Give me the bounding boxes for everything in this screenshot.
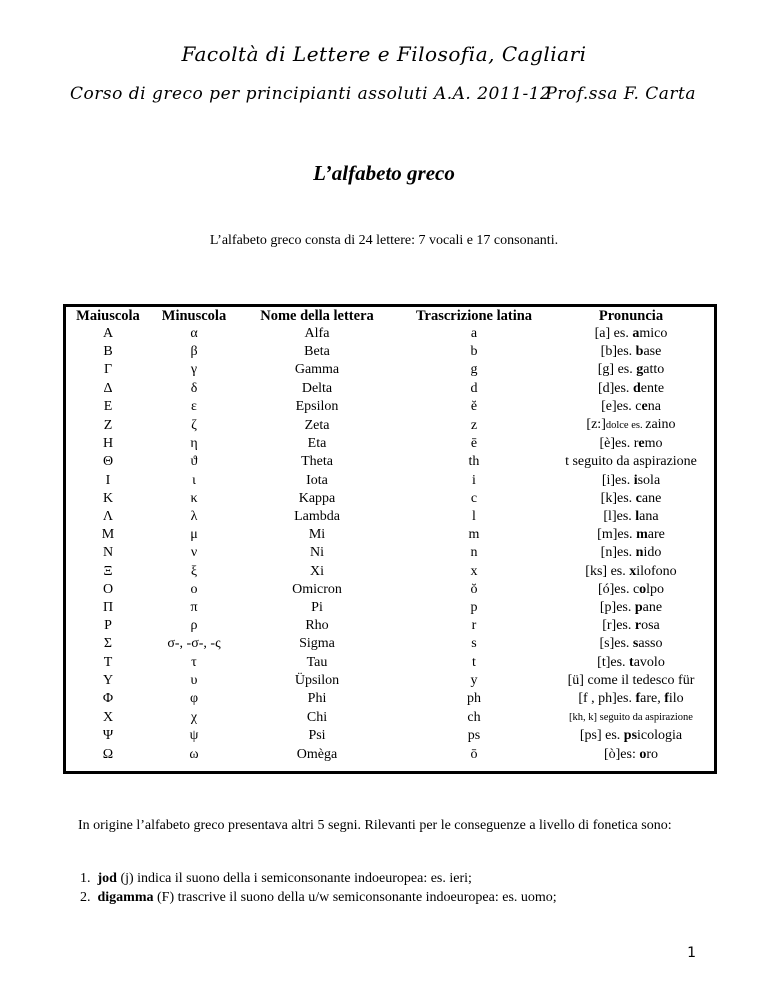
letter-name-cell: Rho: [305, 618, 329, 634]
pronunciation-cell: [553, 581, 709, 599]
uppercase-cell: Τ: [103, 654, 113, 670]
letter-name-cell: Sigma: [299, 636, 335, 652]
latin-cell: x: [470, 563, 478, 579]
origin-paragraph: In origine l’alfabeto greco presentava altri 5 segni. Rilevanti per le conseguenze a livello di fonetica sono:: [78, 818, 672, 833]
pronunciation-post: ana: [639, 509, 659, 525]
letter-name-cell: Omicron: [292, 581, 342, 597]
alphabet-table: [67, 308, 709, 764]
lowercase-cell: ν: [190, 545, 198, 561]
table-row: [67, 654, 709, 672]
pronunciation-pre: [e]es. c: [601, 398, 642, 414]
pronunciation-pre: [s]es.: [599, 636, 633, 652]
pronunciation-pre: [ò]es:: [603, 746, 640, 762]
pronunciation-post: mico: [639, 326, 668, 341]
uppercase-cell: Ρ: [104, 618, 112, 634]
letter-name-cell: Iota: [306, 472, 328, 488]
table-row: [67, 708, 709, 727]
pronunciation-pre: [m]es.: [597, 527, 637, 543]
table-row: [67, 544, 709, 562]
pronunciation-bold: g: [636, 362, 644, 378]
pronunciation-pre: [b]es.: [600, 344, 636, 360]
pronunciation-bold: c: [635, 490, 642, 506]
uppercase-cell: Α: [102, 326, 114, 341]
pronunciation-pre: [ks] es.: [585, 563, 630, 579]
lowercase-cell: σ-, -σ-, -ς: [167, 636, 221, 652]
uppercase-cell: Φ: [102, 691, 114, 707]
header-letter-name: Nome della lettera: [260, 308, 374, 324]
pronunciation-pre: [p]es.: [599, 600, 635, 616]
pronunciation-post2: ilo: [668, 691, 684, 707]
latin-cell: g: [470, 362, 478, 378]
list-item: [80, 888, 720, 907]
table-row: [67, 343, 709, 361]
table-row: [67, 617, 709, 635]
letter-name-cell: Lambda: [294, 509, 340, 525]
pronunciation-bold: o: [639, 746, 647, 762]
pronunciation-small: [kh, k] seguito da aspirazione: [569, 712, 693, 724]
pronunciation-cell: [553, 472, 709, 490]
pronunciation-pre: [è]es. r: [599, 436, 639, 452]
letter-name-cell: Ni: [310, 545, 324, 561]
letter-name-cell: Phi: [307, 691, 327, 707]
pronunciation-cell: [553, 416, 709, 435]
pronunciation-cell: [553, 380, 709, 398]
lowercase-cell: φ: [189, 691, 199, 707]
pronunciation-bold: t: [629, 654, 634, 670]
uppercase-cell: Δ: [103, 380, 113, 396]
pronunciation-cell: [553, 727, 709, 745]
pronunciation-pre: [r]es.: [602, 618, 635, 634]
header-latin-transcription: Trascrizione latina: [415, 308, 533, 324]
alphabet-table-frame: [63, 304, 717, 774]
table-row: [67, 490, 709, 508]
pronunciation-bold: x: [629, 563, 637, 579]
pronunciation-post: ane: [641, 490, 662, 506]
pronunciation-bold: d: [632, 380, 641, 396]
latin-cell: z: [470, 417, 478, 433]
latin-cell: s: [471, 636, 477, 652]
pronunciation-post: ane: [642, 600, 663, 616]
pronunciation-cell: [553, 325, 709, 343]
lowercase-cell: ε: [191, 398, 197, 414]
pronunciation-pre: [ü] come il tedesco für: [567, 672, 695, 688]
pronunciation-small: dolce es.: [605, 420, 646, 432]
latin-cell: y: [470, 672, 478, 688]
table-row: [67, 746, 709, 764]
pronunciation-bold: b: [635, 344, 644, 360]
pronunciation-post: osa: [641, 618, 660, 634]
lowercase-cell: ζ: [191, 417, 197, 433]
lowercase-cell: υ: [190, 672, 198, 688]
lowercase-cell: η: [190, 436, 198, 452]
pronunciation-cell: [553, 435, 709, 453]
latin-cell: p: [470, 600, 478, 616]
pronunciation-post: mo: [644, 436, 663, 452]
pronunciation-pre: [z:]: [586, 417, 606, 433]
uppercase-cell: Μ: [101, 527, 115, 543]
header-uppercase: Maiuscola: [76, 308, 140, 324]
pronunciation-cell: [553, 563, 709, 581]
lowercase-cell: ο: [190, 581, 198, 597]
uppercase-cell: Π: [102, 600, 114, 616]
term-digamma: digamma: [97, 890, 154, 905]
pronunciation-cell: [553, 672, 709, 690]
pronunciation-bold: e: [638, 436, 645, 452]
table-row: [67, 526, 709, 544]
latin-cell: a: [470, 326, 478, 341]
list-number: 2.: [80, 890, 91, 905]
latin-cell: l: [472, 509, 476, 525]
pronunciation-cell: [553, 654, 709, 672]
pronunciation-pre: [d]es.: [597, 380, 633, 396]
uppercase-cell: Ι: [105, 472, 111, 488]
pronunciation-pre: [a] es.: [594, 326, 633, 341]
pronunciation-bold: m: [636, 527, 648, 543]
latin-cell: m: [468, 527, 480, 543]
table-row: [67, 635, 709, 653]
pronunciation-pre2: zaino: [645, 417, 676, 433]
pronunciation-pre: [g] es.: [597, 362, 637, 378]
page-title: L’alfabeto greco: [313, 161, 455, 185]
uppercase-cell: Γ: [103, 362, 113, 378]
pronunciation-pre: [l]es.: [603, 509, 636, 525]
header-lowercase: Minuscola: [161, 308, 227, 324]
pronunciation-post: ro: [646, 746, 659, 762]
lowercase-cell: λ: [190, 509, 198, 525]
letter-name-cell: Alfa: [304, 326, 330, 341]
uppercase-cell: Χ: [102, 709, 114, 725]
pronunciation-bold: o: [639, 581, 647, 597]
pronunciation-bold: a: [632, 326, 640, 341]
latin-cell: c: [470, 490, 478, 506]
pronunciation-pre: [f , ph]es.: [578, 691, 636, 707]
pronunciation-pre: [n]es.: [600, 545, 636, 561]
lowercase-cell: ψ: [189, 728, 199, 744]
pronunciation-post: ido: [643, 545, 662, 561]
lowercase-cell: ω: [189, 746, 199, 762]
pronunciation-post: ase: [643, 344, 662, 360]
table-row: [67, 690, 709, 708]
letter-name-cell: Psi: [308, 728, 326, 744]
letter-name-cell: Omèga: [296, 746, 338, 762]
latin-cell: ps: [467, 728, 481, 744]
table-row: [67, 672, 709, 690]
letter-name-cell: Epsilon: [295, 398, 339, 414]
latin-cell: ph: [467, 691, 481, 707]
letter-name-cell: Pi: [311, 600, 323, 616]
letter-name-cell: Kappa: [298, 490, 336, 506]
uppercase-cell: Σ: [103, 636, 113, 652]
pronunciation-cell: [553, 690, 709, 708]
letter-name-cell: Gamma: [294, 362, 340, 378]
uppercase-cell: Ε: [103, 398, 113, 414]
uppercase-cell: Β: [103, 344, 113, 360]
lowercase-cell: μ: [190, 527, 198, 543]
letter-name-cell: Theta: [301, 454, 333, 470]
uppercase-cell: Υ: [102, 672, 114, 688]
table-row: [67, 472, 709, 490]
lowercase-cell: κ: [190, 490, 198, 506]
letter-name-cell: Üpsilon: [294, 672, 340, 688]
latin-cell: ch: [467, 709, 481, 725]
table-row: [67, 398, 709, 416]
letter-name-cell: Tau: [306, 654, 328, 670]
table-header-row: [67, 308, 709, 325]
lowercase-cell: χ: [190, 709, 198, 725]
letter-name-cell: Xi: [310, 563, 324, 579]
pronunciation-cell: [553, 544, 709, 562]
uppercase-cell: Κ: [102, 490, 114, 506]
letter-name-cell: Delta: [301, 380, 333, 396]
pronunciation-bold: f: [635, 691, 641, 707]
pronunciation-bold: l: [635, 509, 640, 525]
pronunciation-bold: e: [641, 398, 648, 414]
pronunciation-post: icologia: [637, 728, 683, 744]
intro-text: L’alfabeto greco consta di 24 lettere: 7 vocali e 17 consonanti.: [209, 233, 559, 248]
uppercase-cell: Ω: [102, 746, 114, 762]
latin-cell: t: [472, 654, 476, 670]
latin-cell: th: [468, 454, 480, 470]
pronunciation-bold2: f: [664, 691, 669, 707]
pronunciation-post: are,: [640, 691, 665, 707]
faculty-header: Facoltà di Lettere e Filosofia, Cagliari: [181, 42, 587, 66]
pronunciation-pre: [ó]es. c: [597, 581, 640, 597]
pronunciation-cell: [553, 361, 709, 379]
table-row: [67, 581, 709, 599]
pronunciation-cell: [553, 635, 709, 653]
extra-signs-list: [80, 869, 720, 907]
pronunciation-pre: [t]es.: [597, 654, 630, 670]
lowercase-cell: α: [190, 326, 198, 341]
pronunciation-cell: [553, 599, 709, 617]
uppercase-cell: Ζ: [103, 417, 113, 433]
lowercase-cell: ρ: [190, 618, 198, 634]
table-row: [67, 599, 709, 617]
table-row: [67, 361, 709, 379]
latin-cell: b: [470, 344, 478, 360]
table-row: [67, 325, 709, 343]
pronunciation-post: ilofono: [636, 563, 677, 579]
pronunciation-pre: [i]es.: [601, 472, 634, 488]
table-row: [67, 563, 709, 581]
pronunciation-cell: [553, 490, 709, 508]
pronunciation-pre: t seguito da aspirazione: [565, 454, 697, 470]
table-row: [67, 380, 709, 398]
latin-cell: ē: [470, 436, 478, 452]
lowercase-cell: π: [190, 600, 198, 616]
uppercase-cell: Ν: [102, 545, 114, 561]
page-number: 1: [687, 945, 696, 961]
uppercase-cell: Η: [102, 436, 114, 452]
list-text: (Ϝ) trascrive il suono della u/w semiconsonante indoeuropea: es. uomo;: [153, 890, 557, 905]
letter-name-cell: Chi: [306, 709, 328, 725]
table-row: [67, 508, 709, 526]
lowercase-cell: β: [190, 344, 198, 360]
pronunciation-post: asso: [638, 636, 663, 652]
list-number: 1.: [80, 871, 91, 886]
pronunciation-post: atto: [643, 362, 665, 378]
course-header: Corso di greco per principianti assoluti A.A. 2011-12: [70, 84, 552, 104]
letter-name-cell: Mi: [308, 527, 326, 543]
latin-cell: ŏ: [470, 581, 478, 597]
uppercase-cell: Ο: [102, 581, 114, 597]
pronunciation-cell: [553, 746, 709, 764]
pronunciation-cell: [553, 453, 709, 471]
pronunciation-cell: [553, 526, 709, 544]
lowercase-cell: δ: [190, 380, 198, 396]
pronunciation-bold: ps: [623, 728, 638, 744]
letter-name-cell: Beta: [304, 344, 330, 360]
pronunciation-cell: [553, 617, 709, 635]
term-jod: jod: [97, 871, 117, 886]
lowercase-cell: γ: [190, 362, 198, 378]
pronunciation-cell: [553, 708, 709, 727]
uppercase-cell: Ψ: [102, 728, 114, 744]
lowercase-cell: ι: [192, 472, 196, 488]
latin-cell: ō: [470, 746, 478, 762]
pronunciation-pre: [k]es.: [600, 490, 636, 506]
pronunciation-cell: [553, 398, 709, 416]
pronunciation-cell: [553, 508, 709, 526]
pronunciation-post: ente: [640, 380, 665, 396]
table-row: [67, 727, 709, 745]
pronunciation-bold: r: [634, 618, 642, 634]
pronunciation-post: are: [647, 527, 665, 543]
pronunciation-bold: n: [635, 545, 644, 561]
lowercase-cell: ξ: [190, 563, 198, 579]
pronunciation-bold: s: [632, 636, 639, 652]
pronunciation-post: avolo: [633, 654, 665, 670]
latin-cell: d: [470, 380, 478, 396]
pronunciation-bold: p: [634, 600, 643, 616]
latin-cell: r: [471, 618, 477, 634]
pronunciation-post: na: [647, 398, 661, 414]
table-row: [67, 453, 709, 471]
header-pronunciation: Pronuncia: [598, 308, 664, 324]
pronunciation-cell: [553, 343, 709, 361]
pronunciation-post: sola: [637, 472, 661, 488]
lowercase-cell: ϑ: [190, 454, 198, 470]
list-text: (j) indica il suono della i semiconsonante indoeuropea: es. ieri;: [116, 871, 472, 886]
letter-name-cell: Zeta: [304, 417, 330, 433]
table-row: [67, 435, 709, 453]
latin-cell: ĕ: [470, 398, 478, 414]
lowercase-cell: τ: [191, 654, 197, 670]
pronunciation-pre: [ps] es.: [579, 728, 624, 744]
latin-cell: n: [470, 545, 478, 561]
professor-header: Prof.ssa F. Carta: [545, 84, 696, 104]
uppercase-cell: Λ: [102, 509, 114, 525]
list-item: [80, 869, 720, 888]
letter-name-cell: Eta: [307, 436, 327, 452]
pronunciation-post: lpo: [646, 581, 665, 597]
latin-cell: i: [472, 472, 476, 488]
uppercase-cell: Θ: [102, 454, 114, 470]
pronunciation-bold: i: [633, 472, 638, 488]
uppercase-cell: Ξ: [103, 563, 113, 579]
table-row: [67, 416, 709, 435]
